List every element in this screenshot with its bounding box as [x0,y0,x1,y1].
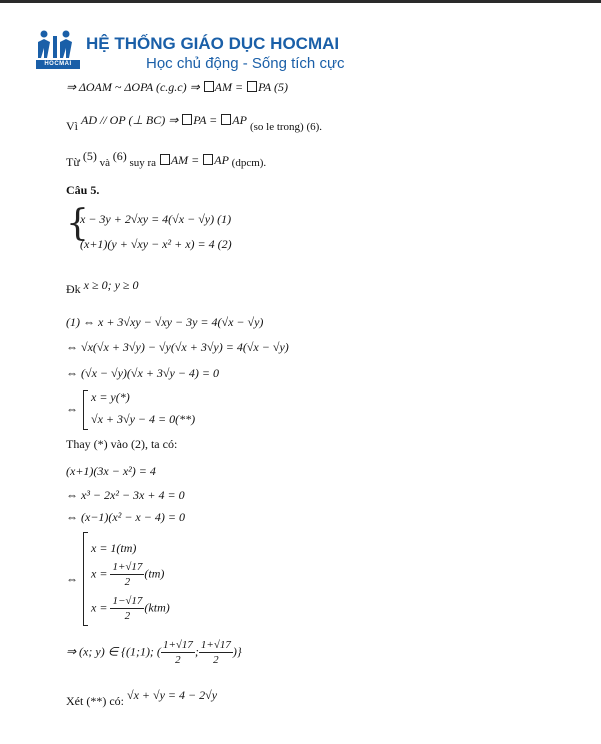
system-eq-2: (x+1)(y + √xy − x² + x) = 4 (2) [80,237,232,251]
root-2: x = $\frac{1+√17}{2}$ (tm) [91,561,165,588]
angle-box-icon [182,114,192,125]
proof-line-1: ⇒ ΔOAM ~ ΔOPA (c.g.c) ⇒ AM = PA (5) [66,80,288,94]
case-double-star: √x + 3√y − 4 = 0(**) [91,412,196,426]
brand-title: HỆ THỐNG GIÁO DỤC HOCMAI [86,34,340,53]
eq-line-4: (x+1)(3x − x²) = 4 [66,464,156,478]
eq-line-3: ⇔ (√x − √y)(√x + 3√y − 4) = 0 [66,366,220,380]
condition-line: Đk x ≥ 0; y ≥ 0 [66,278,139,296]
eq-line-5: ⇔ x³ − 2x² − 3x + 4 = 0 [66,488,185,502]
square-bracket [83,390,88,430]
system-eq-1: x − 3y + 2√xy = 4(√x − √y) (1) [80,212,232,226]
eq-line-2: ⇔ √x(√x + 3√y) − √y(√x + 3√y) = 4(√x − √y) [66,340,289,354]
question-heading: Câu 5. [66,183,100,197]
eq-line-1: (1) ⇔ x + 3√xy − √xy − 3y = 4(√x − √y) [66,315,264,329]
case-star: x = y(*) [91,390,130,404]
consider-line: Xét (**) có: √x + √y = 4 − 2√y [66,688,218,708]
roots-arrow: ⇔ [66,572,78,586]
angle-box-icon [221,114,231,125]
proof-line-3: Từ (5) và (6) suy ra AM = AP (dpcm). [66,149,267,169]
root-3: x = $\frac{1-√17}{2}$ (ktm) [91,595,170,622]
angle-box-icon [247,81,257,92]
roots-bracket [83,532,88,626]
logo-band: HOCMAI [36,60,80,69]
substitution-line: Thay (*) vào (2), ta có: [66,437,178,451]
left-brace: { [66,203,89,244]
proof-line-2: Vì AD // OP (⊥ BC) ⇒ PA = AP (so le trong) (6). [66,113,323,133]
fraction: $\frac{1+√17}{2}$ [112,561,143,588]
fraction: $\frac{1+√17}{2}$ [162,639,193,666]
angle-box-icon [204,81,214,92]
fraction: $\frac{1-√17}{2}$ [112,595,143,622]
solution-set: ⇒ (x; y) ∈ {(1;1); ( $\frac{1+√17}{2}$ ; $\frac{1+√17}{2}$ )} [66,639,242,666]
brand-slogan: Học chủ động - Sống tích cực [146,55,345,72]
angle-box-icon [160,154,170,165]
bracket-arrow: ⇔ [66,402,78,416]
angle-box-icon [203,154,213,165]
fraction: $\frac{1+√17}{2}$ [200,639,231,666]
eq-line-6: ⇔ (x−1)(x² − x − 4) = 0 [66,510,185,524]
top-border [0,0,601,3]
root-1: x = 1(tm) [91,541,137,555]
